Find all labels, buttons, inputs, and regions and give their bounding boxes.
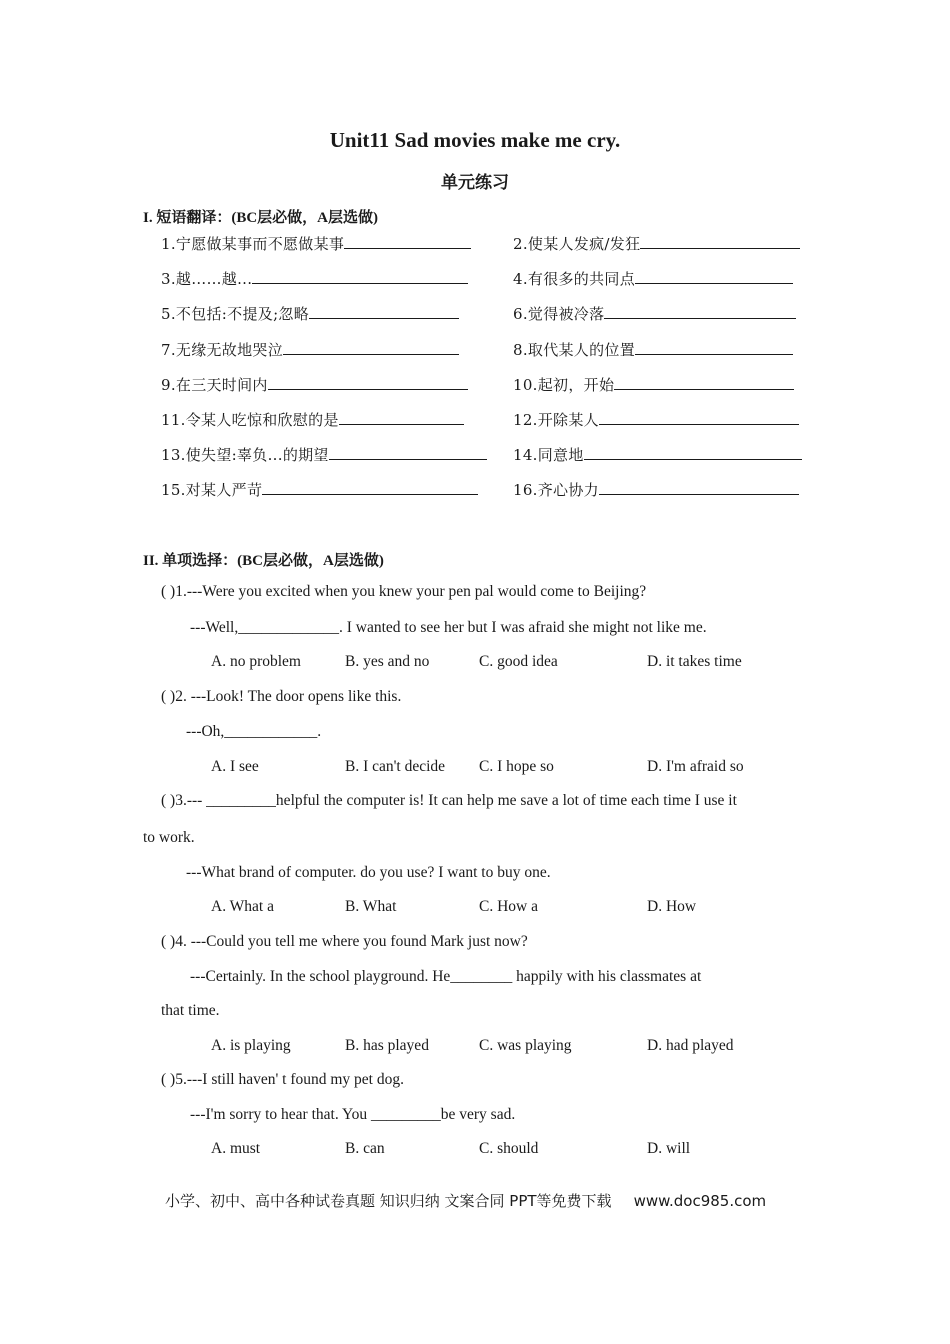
option-a: A. What a [211, 898, 274, 915]
question-line: ( )3.--- _________helpful the computer is! It can help me save a lot of time each time I use it [161, 792, 737, 809]
phrase-item: 2.使某人发疯/发狂 [513, 233, 800, 254]
page-subtitle: 单元练习 [441, 173, 509, 193]
option-d: D. I'm afraid so [647, 758, 744, 775]
answer-line: ---Oh,____________. [186, 723, 322, 740]
option-b: B. can [345, 1140, 385, 1157]
answer-line: ---Well,_____________. I wanted to see her but I was afraid she might not like me. [190, 619, 707, 636]
option-d: D. had played [647, 1037, 734, 1054]
answer-line: ---Certainly. In the school playground. He________ happily with his classmates at [190, 968, 702, 985]
option-b: B. What [345, 898, 397, 915]
option-d: D. will [647, 1140, 691, 1157]
option-b: B. yes and no [345, 653, 430, 670]
option-b: B. has played [345, 1037, 429, 1054]
phrase-item: 11.令某人吃惊和欣慰的是 [161, 409, 464, 430]
section-1-heading: I. 短语翻译：(BC层必做，A层选做) [143, 210, 378, 226]
question-line-continued: to work. [143, 829, 195, 846]
option-c: C. good idea [479, 653, 558, 670]
answer-line-continued: that time. [161, 1002, 220, 1019]
option-d: D. it takes time [647, 653, 742, 670]
option-a: A. must [211, 1140, 261, 1157]
option-c: C. should [479, 1140, 539, 1157]
footer-text: 小学、初中、高中各种试卷真题 知识归纳 文案合同 PPT等免费下载 [165, 1192, 612, 1210]
phrase-item: 4.有很多的共同点 [513, 268, 793, 289]
option-a: A. is playing [211, 1037, 291, 1054]
phrase-item: 9.在三天时间内 [161, 374, 468, 395]
phrase-item: 6.觉得被冷落 [513, 303, 796, 324]
footer-url[interactable]: www.doc985.com [633, 1192, 767, 1210]
question-line: ( )2. ---Look! The door opens like this. [161, 688, 402, 705]
phrase-item: 12.开除某人 [513, 409, 799, 430]
option-c: C. How a [479, 898, 538, 915]
phrase-item: 8.取代某人的位置 [513, 339, 793, 360]
question-line: ( )5.---I still haven' t found my pet dog. [161, 1071, 404, 1088]
section-2-heading: II. 单项选择：(BC层必做，A层选做) [143, 553, 384, 569]
answer-line: ---I'm sorry to hear that. You _________be very sad. [190, 1106, 516, 1123]
answer-line: ---What brand of computer. do you use? I want to buy one. [186, 864, 551, 881]
option-b: B. I can't decide [345, 758, 446, 775]
option-d: D. How [647, 898, 697, 915]
question-line: ( )4. ---Could you tell me where you found Mark just now? [161, 933, 528, 950]
page-title: Unit11 Sad movies make me cry. [329, 128, 621, 152]
phrase-item: 3.越……越... [161, 268, 468, 289]
phrase-item: 5.不包括:不提及;忽略 [161, 303, 459, 324]
phrase-item: 13.使失望:辜负...的期望 [161, 444, 487, 465]
phrase-item: 7.无缘无故地哭泣 [161, 339, 459, 360]
phrase-item: 16.齐心协力 [513, 479, 799, 500]
phrase-item: 10.起初，开始 [513, 374, 794, 395]
option-c: C. was playing [479, 1037, 572, 1054]
phrase-item: 15.对某人严苛 [161, 479, 478, 500]
phrase-item: 1.宁愿做某事而不愿做某事 [161, 233, 471, 254]
question-line: ( )1.---Were you excited when you knew your pen pal would come to Beijing? [161, 583, 647, 600]
phrase-item: 14.同意地 [513, 444, 802, 465]
option-a: A. no problem [211, 653, 301, 670]
option-a: A. I see [211, 758, 259, 775]
footer [165, 1190, 766, 1211]
option-c: C. I hope so [479, 758, 554, 775]
